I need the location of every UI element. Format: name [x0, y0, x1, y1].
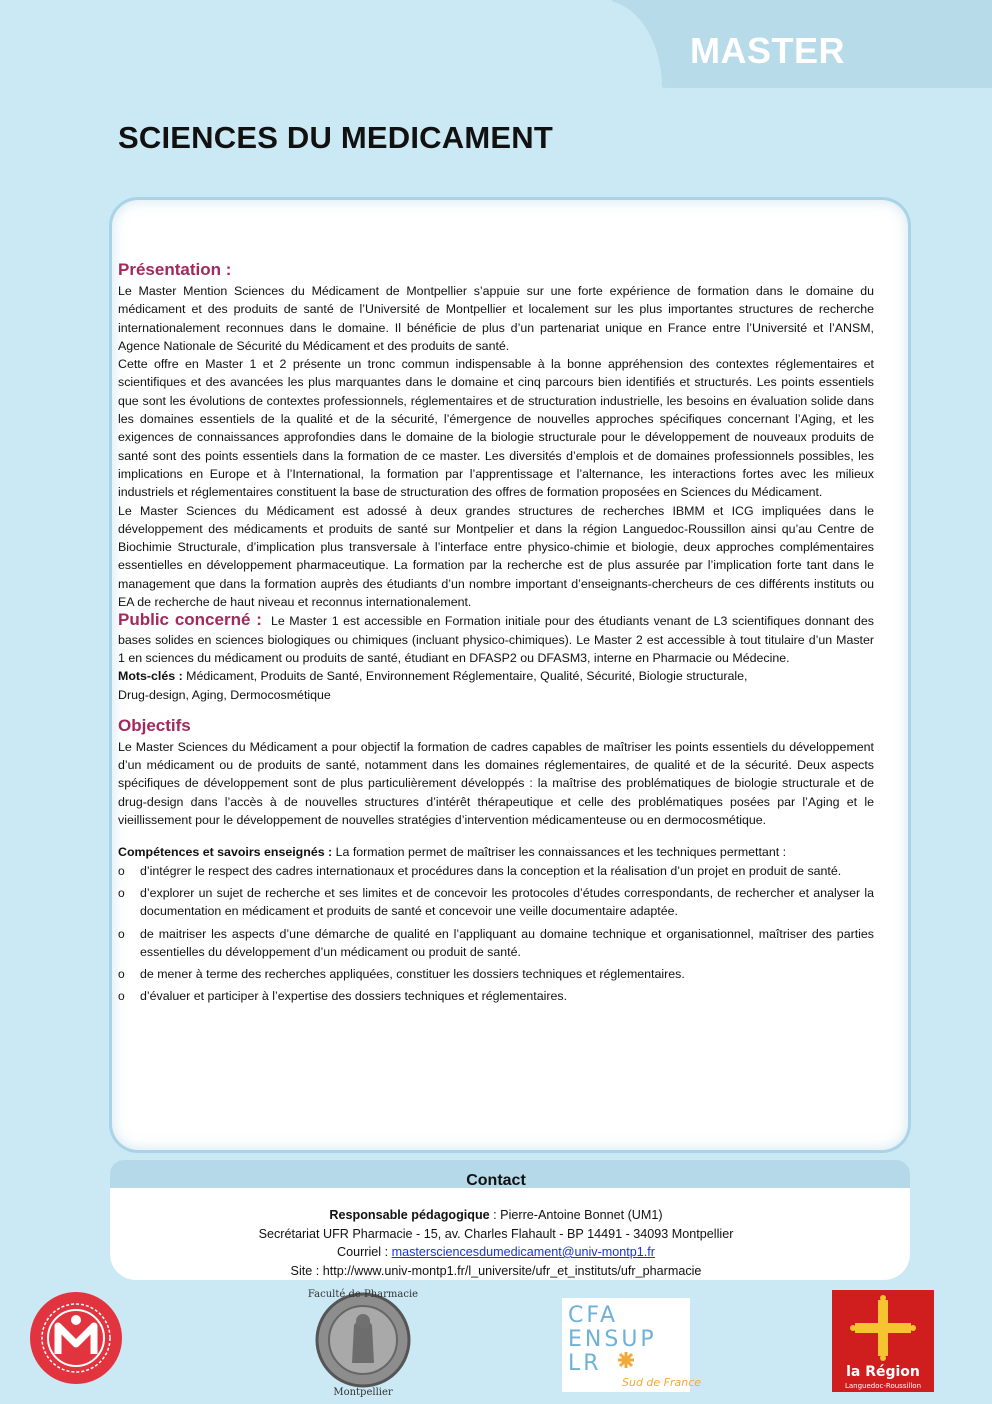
- contact-responsable: [0, 1206, 992, 1225]
- bullet-icon: o: [118, 989, 125, 1004]
- region-name: la Région: [846, 1364, 920, 1380]
- list-item-text: de maitriser les aspects d’une démarche de qualité en l’appliquant au domaine technique et organisationnel, maîtriser des parties essentielles du développement d’un médicament ou produit de santé.: [140, 926, 874, 959]
- seal-top-text: Faculté de Pharmacie: [307, 1289, 419, 1300]
- keywords-line-2: Drug-design, Aging, Dermocosmétique: [118, 687, 331, 702]
- objectifs-paragraph: Le Master Sciences du Médicament a pour objectif la formation de cadres capables de maîtriser les points essentiels du développement d’un médicament ou de produits de santé, notamment dans les domaines réglementaires, de qualité et de la sécurité. Deux aspects spécifiques de développement sont de plus particulièrement développés : la maîtrise des problématiques de biologie structurale et de drug-design dans l’accès à de nouvelles structures d’intérêt thérapeutique et celle des problématiques posées par l’Aging et le vieillissement pour le développement de nouvelles stratégies d’intervention médicamenteuse ou en dermocosmétique.: [118, 739, 874, 828]
- list-item-text: d’évaluer et participer à l’expertise des dossiers techniques et réglementaires.: [140, 989, 568, 1004]
- competences-intro-text: La formation permet de maîtriser les connaissances et les techniques permettant :: [335, 845, 787, 860]
- page-title: SCIENCES DU MEDICAMENT: [118, 120, 553, 155]
- cfa-ensup-logo: [562, 1298, 702, 1392]
- bullet-icon: o: [118, 967, 125, 982]
- responsable-label: Responsable pédagogique: [329, 1208, 490, 1222]
- contact-email-line: [0, 1243, 992, 1262]
- master-badge: MASTER: [690, 30, 845, 71]
- public-heading: Public concerné :: [118, 610, 262, 630]
- seal-bottom-text: Montpellier: [333, 1387, 393, 1398]
- cfa-line-2: ENSUP: [568, 1327, 657, 1352]
- keywords-label: Mots-clés :: [118, 669, 183, 684]
- list-item: [118, 965, 874, 983]
- list-item-text: de mener à terme des recherches appliquées, constituer les dossiers techniques et réglementaires.: [140, 967, 685, 982]
- keywords-line-1: Médicament, Produits de Santé, Environnement Réglementaire, Qualité, Sécurité, Biologie structurale,: [186, 669, 748, 684]
- contact-secretariat: Secrétariat UFR Pharmacie - 15, av. Charles Flahault - BP 14491 - 34093 Montpellier: [258, 1226, 734, 1241]
- faculte-pharmacie-seal: [308, 1285, 418, 1399]
- presentation-paragraph-1: Le Master Mention Sciences du Médicament de Montpellier s’appuie sur une forte expérience de formation dans le domaine du médicament et des produits de santé de l’Université de Montpellier et localement sur les plus importantes structures de recherche internationalement reconnues dans le domaine. Il bénéficie de plus d’un partenariat unique en France entre l’Université et l’ANSM, Agence Nationale de Sécurité du Médicament et des produits de santé.: [118, 284, 874, 353]
- list-item-text: d’intégrer le respect des cadres internationaux et procédures dans la conception et la réalisation d’un projet en produit de santé.: [140, 863, 842, 878]
- list-item: [118, 925, 874, 962]
- cfa-line-4: Sud de France: [622, 1376, 702, 1389]
- bullet-icon: o: [118, 863, 125, 878]
- contact-details: [0, 1206, 992, 1280]
- presentation-paragraph-3: Le Master Sciences du Médicament est adossé à deux grandes structures de recherches IBMM et ICG impliquées dans le développement des médicaments et produits de santé sur Montpelier et dans la région Languedoc-Roussillon ainsi qu’au Centre de Biochimie Structurale, d’implication plus transversale à l’interface entre physico-chimie et biologie, deux approches complémentaires essentielles en développement pharmaceutique. La formation par la recherche est de plus assurée par l’implication forte tant dans le management que dans la formation auprès des étudiants d’un nombre important d’enseignants-chercheurs de ces différents instituts ou EA de recherche de haut niveau et reconnus internationalement.: [118, 503, 874, 610]
- cfa-line-3: LR: [568, 1351, 602, 1376]
- public-paragraph: [118, 611, 874, 667]
- content-body: [118, 258, 874, 1010]
- universite-montpellier-logo: [28, 1290, 124, 1386]
- contact-title: Contact: [466, 1172, 526, 1189]
- email-label: Courriel :: [337, 1245, 392, 1259]
- bullet-icon: o: [118, 885, 125, 900]
- cfa-line-1: CFA: [568, 1303, 619, 1328]
- region-languedoc-roussillon-logo: [832, 1290, 934, 1392]
- list-item: [118, 862, 874, 880]
- keywords-paragraph: [118, 667, 874, 704]
- email-link[interactable]: mastersciencesdumedicament@univ-montp1.fr: [391, 1245, 655, 1259]
- bullet-icon: o: [118, 926, 125, 941]
- competences-label: Compétences et savoirs enseignés :: [118, 845, 333, 860]
- responsable-value: : Pierre-Antoine Bonnet (UM1): [489, 1208, 663, 1222]
- list-item: [118, 884, 874, 921]
- public-text: Le Master 1 est accessible en Formation initiale pour des étudiants venant de L3 scientifiques donnant des bases solides en sciences biologiques ou chimiques (incluant physico-chimiques). Le Master 2 est accessible à tout titulaire d’un Master 1 en sciences du médicament ou produits de santé, étudiant en DFASP2 ou DFASM3, interne en Pharmacie ou Médecine.: [118, 614, 874, 665]
- competences-list: [118, 862, 874, 1006]
- region-subtitle: Languedoc-Roussillon: [844, 1382, 922, 1390]
- sun-icon: [618, 1352, 634, 1368]
- objectifs-heading: Objectifs: [118, 715, 191, 735]
- competences-intro: [118, 843, 874, 861]
- list-item-text: d’explorer un sujet de recherche et ses limites et de concevoir les protocoles d’études correspondants, de rechercher et analyser la documentation en médicament et produits de santé et concevoir une veille documentaire adaptée.: [140, 885, 874, 919]
- list-item: [118, 987, 874, 1005]
- contact-site[interactable]: Site : http://www.univ-montp1.fr/l_universite/ufr_et_instituts/ufr_pharmacie: [290, 1263, 702, 1278]
- presentation-paragraph-2: Cette offre en Master 1 et 2 présente un tronc commun indispensable à la bonne appréhension des contextes réglementaires et scientifiques et des avancées les plus marquantes dans le domaine et cinq parcours bien identifiés et structurés. Les points essentiels que sont les évolutions de contextes professionnels, réglementaires et de structuration industrielle, les besoins en évaluation solide dans les domaines essentiels de la qualité et de la sécurité, l’émergence de nouvelles approches spécifiques concernant l’Aging, et les exigences de connaissances approfondies dans le domaine de la biologie structurale pour le développement de nouveaux produits de santé sont des points essentiels dans la formation de ce master. Les diversités d’emplois et de domaines professionnels possibles, les implications en Europe et à l’International, la formation par l’apprentissage et l’alternance, les interactions fortes avec les milieux industriels et réglementaires constituent la base de structuration des offres de formation proposées en Sciences du Médicament.: [118, 357, 874, 500]
- presentation-heading: Présentation :: [118, 260, 232, 279]
